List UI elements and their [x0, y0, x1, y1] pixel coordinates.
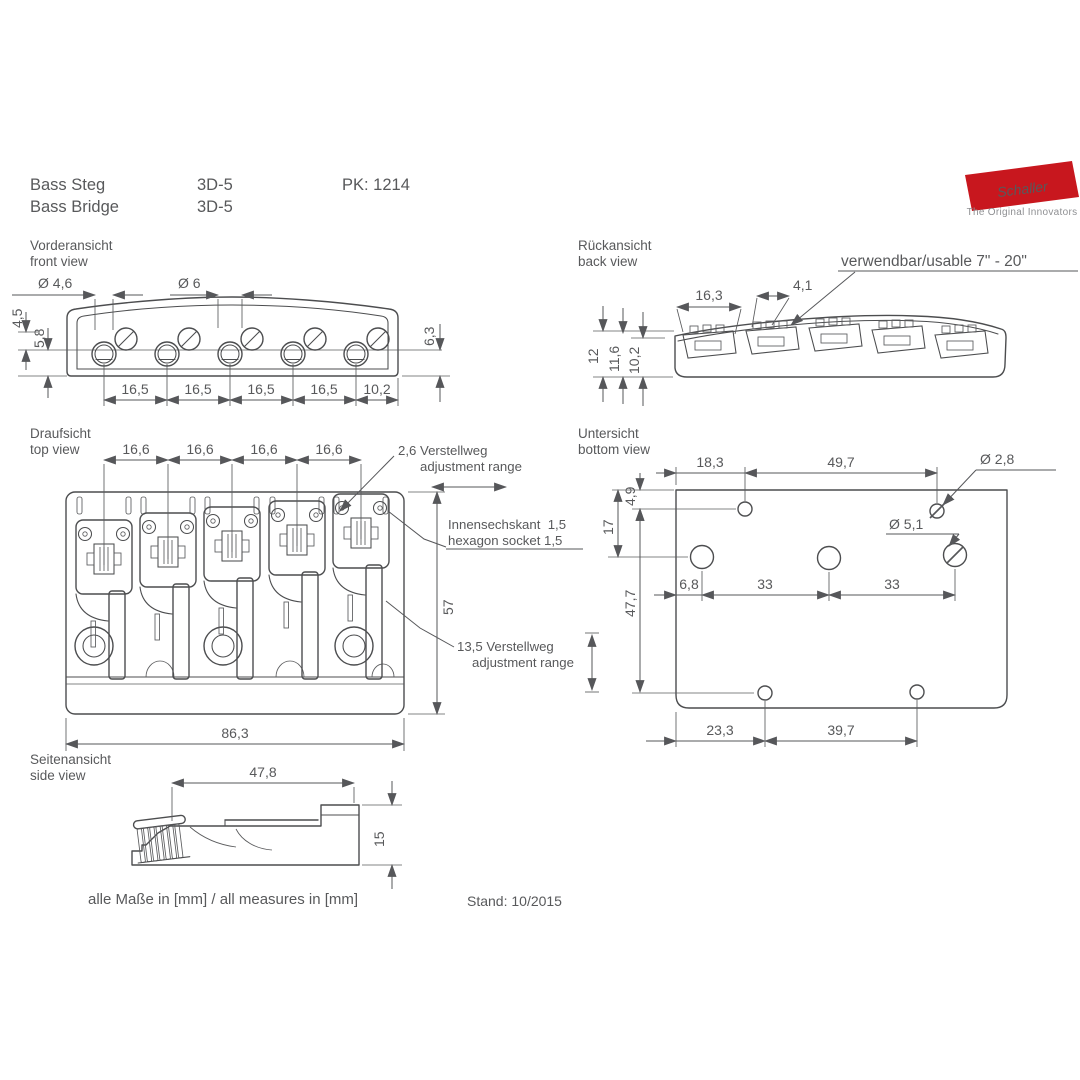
dim-bottom-mid-c: 33: [884, 576, 900, 592]
model-en: 3D-5: [197, 198, 233, 216]
saddle-roller-ridges: [133, 815, 190, 863]
front-view-drawing: [10, 266, 470, 430]
dim-bottom-top-b: 49,7: [827, 454, 855, 470]
part-number: PK: 1214: [342, 176, 410, 194]
dim-bottom-left-a: 4,9: [622, 486, 638, 506]
bottom-dimensions: [608, 467, 1056, 747]
dim-height-right: 6,3: [421, 326, 437, 346]
title-en: Bass Bridge: [30, 198, 119, 216]
side-profile: [132, 805, 359, 865]
dim-back-height-a: 12: [585, 348, 601, 364]
note-hex-line2: hexagon socket 1,5: [448, 533, 563, 548]
bottom-view-drawing: [588, 443, 1080, 780]
dim-bottom-left-c: 47,7: [622, 589, 638, 617]
side-view-label-en: side view: [30, 767, 86, 783]
dim-top-pitch-4: 16,6: [315, 441, 343, 457]
model-de: 3D-5: [197, 176, 233, 194]
dim-dia-pin: Ø 2,8: [980, 451, 1015, 467]
dim-back-height-c: 10,2: [626, 346, 642, 374]
bridge-plate-outline: [67, 297, 398, 376]
note-adjust-top-line2: adjustment range: [420, 459, 522, 474]
dim-top-pitch-1: 16,6: [122, 441, 150, 457]
dim-bottom-top-a: 18,3: [696, 454, 724, 470]
note-adjust-len-line1: 13,5 Verstellweg: [457, 639, 554, 654]
side-view-drawing: [20, 763, 470, 891]
dim-depth: 57: [440, 599, 456, 615]
top-view-drawing: [20, 443, 620, 770]
dim-height-left-b: 5,8: [31, 328, 47, 348]
mounting-holes: [75, 627, 373, 665]
dim-edge: 10,2: [363, 381, 391, 397]
side-dimensions: [172, 781, 402, 889]
bottom-view-label-en: bottom view: [578, 441, 651, 457]
dim-top-pitch-3: 16,6: [250, 441, 278, 457]
schaller-logo: [962, 160, 1080, 214]
string-holes-and-screws: [92, 328, 389, 366]
back-view-drawing: [585, 250, 1080, 432]
note-adjust-len-line2: adjustment range: [472, 655, 574, 670]
dim-height-left-a: 4,5: [9, 308, 25, 328]
revision-date: Stand: 10/2015: [467, 893, 562, 909]
dim-dia-screw: Ø 5,1: [889, 516, 924, 532]
dim-back-a: 16,3: [695, 287, 723, 303]
dim-dia-small: Ø 4,6: [38, 275, 73, 291]
bottom-holes: [691, 502, 967, 700]
dim-top-pitch-2: 16,6: [186, 441, 214, 457]
front-view-label-de: Vorderansicht: [30, 238, 113, 253]
dim-back-height-b: 11,6: [606, 345, 622, 372]
dim-back-b: 4,1: [793, 277, 813, 293]
bottom-view-label-de: Untersicht: [578, 426, 639, 441]
front-view-label-en: front view: [30, 253, 88, 269]
back-view-label-de: Rückansicht: [578, 238, 652, 253]
logo-tagline: The Original Innovators: [966, 207, 1078, 218]
note-adjust-top-line1: 2,6 Verstellweg: [398, 443, 488, 458]
saddle-blocks: [683, 318, 988, 358]
top-view-label-de: Draufsicht: [30, 426, 91, 441]
dim-bottom-mid-b: 33: [757, 576, 773, 592]
note-hex-line1: Innensechskant 1,5: [448, 517, 567, 532]
dim-bottom-left-b: 17: [600, 519, 616, 535]
dim-pitch-1: 16,5: [121, 381, 149, 397]
dim-pitch-3: 16,5: [247, 381, 275, 397]
dim-bottom-bot-a: 23,3: [706, 722, 734, 738]
title-de: Bass Steg: [30, 176, 106, 194]
dim-side-length: 47,8: [249, 764, 277, 780]
dim-width: 86,3: [221, 725, 249, 741]
side-view-label-de: Seitenansicht: [30, 752, 112, 767]
dim-side-height: 15: [371, 831, 387, 847]
note-usable-radius: verwendbar/usable 7" - 20": [841, 253, 1027, 270]
back-dimensions: [593, 296, 789, 406]
top-view-label-en: top view: [30, 441, 80, 457]
dim-bottom-mid-a: 6,8: [679, 576, 699, 592]
units-note: alle Maße in [mm] / all measures in [mm]: [88, 891, 359, 908]
dim-bottom-bot-b: 39,7: [827, 722, 855, 738]
dim-dia-large: Ø 6: [178, 275, 201, 291]
dim-pitch-2: 16,5: [184, 381, 212, 397]
baseplate-outline: [66, 492, 404, 714]
back-view-label-en: back view: [578, 253, 638, 269]
baseplate-bottom-outline: [676, 490, 1007, 708]
dim-pitch-4: 16,5: [310, 381, 338, 397]
logo-brand: Schaller: [996, 178, 1049, 201]
